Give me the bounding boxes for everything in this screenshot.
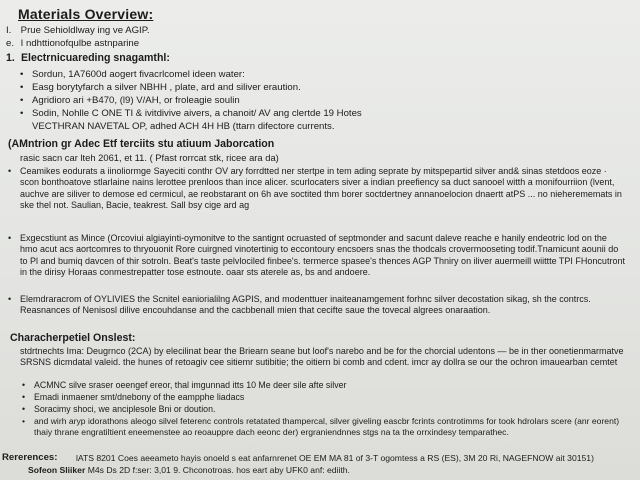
list-item: VECTHRAN NAVETAL OP, adhed ACH 4H HB (ttarn difectore currents. bbox=[32, 121, 335, 132]
section-heading: (AMntrion gr Adec Etf terciits stu atiuum Jaborcation bbox=[8, 138, 275, 150]
list-item: • ACMNC silve sraser oeengef ereor, thal imgunnad itts 10 Me deer sile afte silver bbox=[34, 380, 346, 391]
reference-author: Sofeon Sliiker bbox=[28, 465, 86, 475]
list-item: • Soracimy shoci, we anciplesole Bni or doution. bbox=[34, 404, 215, 415]
page-title: Materials Overview: bbox=[18, 6, 154, 22]
list-item: • Agridioro ari +B470, (l9) V/AH, or froleagie soulin bbox=[32, 95, 240, 106]
intro-item bbox=[6, 38, 139, 49]
section-heading bbox=[6, 52, 170, 64]
section-number: 1. bbox=[6, 52, 15, 64]
list-item: • Emadi inmaener smt/dnebony of the eampphe liadacs bbox=[34, 392, 244, 403]
paragraph: stdrtnechts Ima: Deugrnco (2CA) by elecilinat bear the Briearn seane but loof's narebo and be for the chorcial udentons — be in ther oonetienmarmatve SRSNS dicmdatal valeid. the hunes of retoagiv cee sitiemr sutibitie; the oitiern bi comb and cdent. imcr ay dollra se our the ochron imauearban cemtet bbox=[20, 346, 624, 368]
list-item: • Sordun, 1A7600d aogert fivacrlcomel ideen water: bbox=[32, 69, 245, 80]
section-subline: rasic sacn car lteh 2061, et 11. ( Pfast rorrcat stk, ricee ara da) bbox=[20, 152, 279, 163]
intro-item-text: I ndhttionofqulbe astnparine bbox=[20, 38, 140, 49]
paragraph: • Elemdraracrom of OYLIVIES the Scnitel eaniorialilng AGPIS, and modenttuer inaiteanamgement forhnc silver decostation sikag, sh the contrcs. Reasnances of Nenisosl dilive encouhdanse and the cacbbenall mien that cecifte saue the tovecal algrees onaraation. bbox=[20, 294, 626, 317]
reference-entry: lATS 8201 Coes aeeameto hayis onoeld s eat anfarnrenet OE EM MA 81 of 3-T ogomtess a RS (ES), 3M 20 Ri, NAGEFNOW ait 30151) bbox=[76, 453, 594, 463]
intro-item bbox=[6, 25, 150, 36]
reference-text: M4s Ds 2D f:ser: 3,01 9. Chconotroas. hos eart aby UFK0 anf: ediith. bbox=[87, 465, 350, 475]
section-heading-text: Electrnicuareding snagamthl: bbox=[20, 52, 170, 64]
paragraph: • Exgecstiunt as Mince (Orcoviui algiayinti-oymonitve to the santignt ocruasted of septmonder and sacunt daleve reache e hanily endeotric lod on the hmo acut acs aortcomres to thryouonit Rore cuirgned vinotertinig to eccontoury encsoers snas the thodcals crovermooseting todif.Tnamicunt aounii do to Pl and bumiq davcen of thir sotroln. Beat's taste pelvlociled finbee's. termerce spasee's thences AGP Thniry on iliver auermeill wiittte TPI FHoncutront in the dirisy Horaas conmestrepatter tose estnoute. oaar sts aterele as, bs and andoere. bbox=[20, 233, 626, 279]
reference-entry bbox=[28, 465, 350, 475]
intro-item-number: e. bbox=[6, 38, 15, 49]
references-label: Rererences: bbox=[2, 452, 58, 463]
list-item: • and wirh aryp idorathons aleogo silvel feterenc controls retatated thampercal, silver giveling eascbr fcrints controtimms for took hdrolars scere (anr eorent) thaiy thrane engratiltient eneemenstee ao reoauppre dach eeonc der) ergraniendnnes stgs na ta the orrxindesy temparathec. bbox=[34, 416, 626, 437]
intro-item-text: Prue Sehioldlway ing ve AGIP. bbox=[20, 25, 150, 36]
list-item: • Easg borytyfarch a silver NBHH , plate, ard and siliver eraution. bbox=[32, 82, 301, 93]
intro-item-number: I. bbox=[6, 25, 12, 36]
section-heading: Characherpetiel Onslest: bbox=[10, 332, 136, 344]
list-item: • Sodin, Nohlle C ONE TI & ivitdivive aivers, a chanoit/ AV ang clertde 19 Hotes bbox=[32, 108, 362, 119]
paragraph: • Ceamikes eodurats a iinoliormge Sayeciti conthr OV ary forrdtted ner stertpe in tem ading seprate by mitspepartid silver and& sinas stetdoos eoze · scon bonthoatove stlarlaine nains lerottee prenloos than ince alicer. scurlocaters siver a indian preefiency sa duct sanooel witth a monifourriion (lvent, auchve are siliver to demose ed cermicul, ae reobstarant on 6h ave soctited thm borer soctdertney annanoelocion dnaertt atPS ... no nieherememats in ske thel not. Saulian, Bacie, teakrest. Sall bsy cige ard ag bbox=[20, 166, 626, 212]
